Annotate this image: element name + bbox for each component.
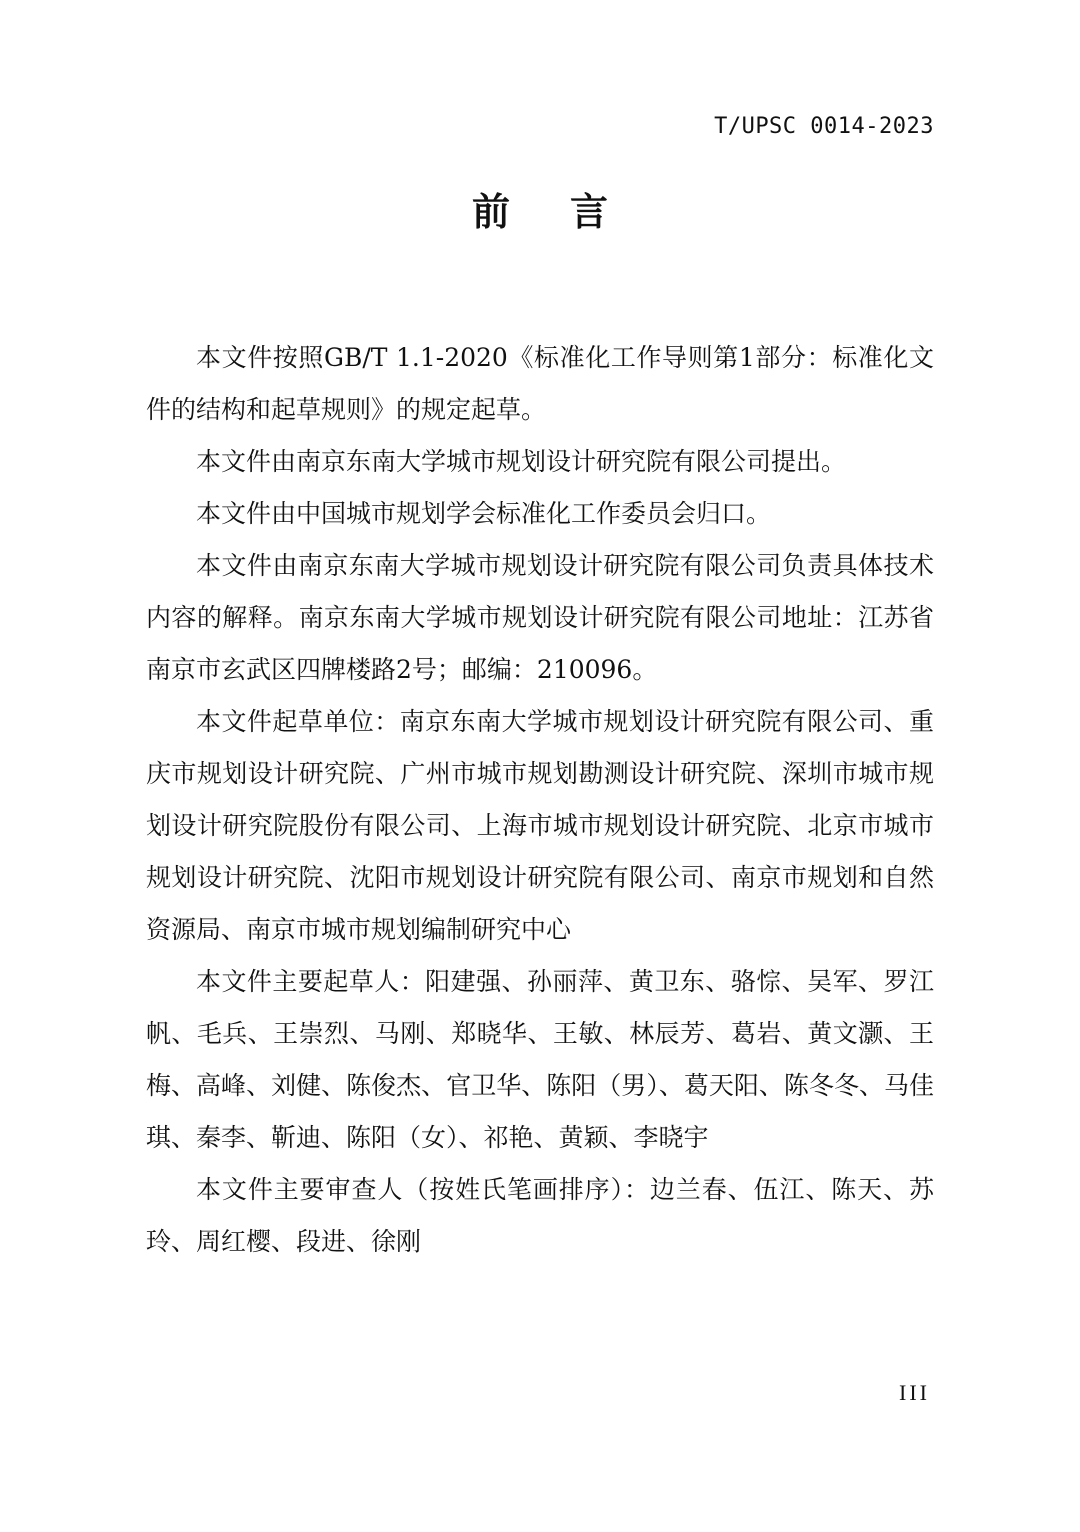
page-number: III (899, 1380, 930, 1405)
foreword-body (146, 332, 934, 1268)
paragraph-proposer: 本文件由南京东南大学城市规划设计研究院有限公司提出。 (196, 447, 847, 476)
paragraph-centralized-management: 本文件由中国城市规划学会标准化工作委员会归口。 (196, 499, 772, 528)
paragraph-drafting-rules: 本文件按照GB/T 1.1-2020《标准化工作导则第1部分：标准化文件的结构和起草规则》的规定起草。 (146, 343, 934, 424)
document-code: T/UPSC 0014-2023 (714, 114, 934, 139)
paragraph-main-drafters: 本文件主要起草人：阳建强、孙丽萍、黄卫东、骆悰、吴军、罗江帆、毛兵、王崇烈、马刚、郑晓华、王敏、林辰芳、葛岩、黄文灏、王梅、高峰、刘健、陈俊杰、官卫华、陈阳（男）、葛天阳、陈冬冬、马佳琪、秦李、靳迪、陈阳（女）、祁艳、黄颖、李晓宇 (146, 967, 934, 1152)
paragraph-main-reviewers: 本文件主要审查人（按姓氏笔画排序）：边兰春、伍江、陈天、苏玲、周红樱、段进、徐刚 (146, 1175, 934, 1256)
page-title: 前言 (471, 190, 668, 234)
paragraph-interpretation: 本文件由南京东南大学城市规划设计研究院有限公司负责具体技术内容的解释。南京东南大学城市规划设计研究院有限公司地址：江苏省南京市玄武区四牌楼路2号；邮编：210096。 (146, 551, 934, 684)
paragraph-drafting-units: 本文件起草单位：南京东南大学城市规划设计研究院有限公司、重庆市规划设计研究院、广州市城市规划勘测设计研究院、深圳市城市规划设计研究院股份有限公司、上海市城市规划设计研究院、北京市城市规划设计研究院、沈阳市规划设计研究院有限公司、南京市规划和自然资源局、南京市城市规划编制研究中心 (146, 707, 934, 944)
